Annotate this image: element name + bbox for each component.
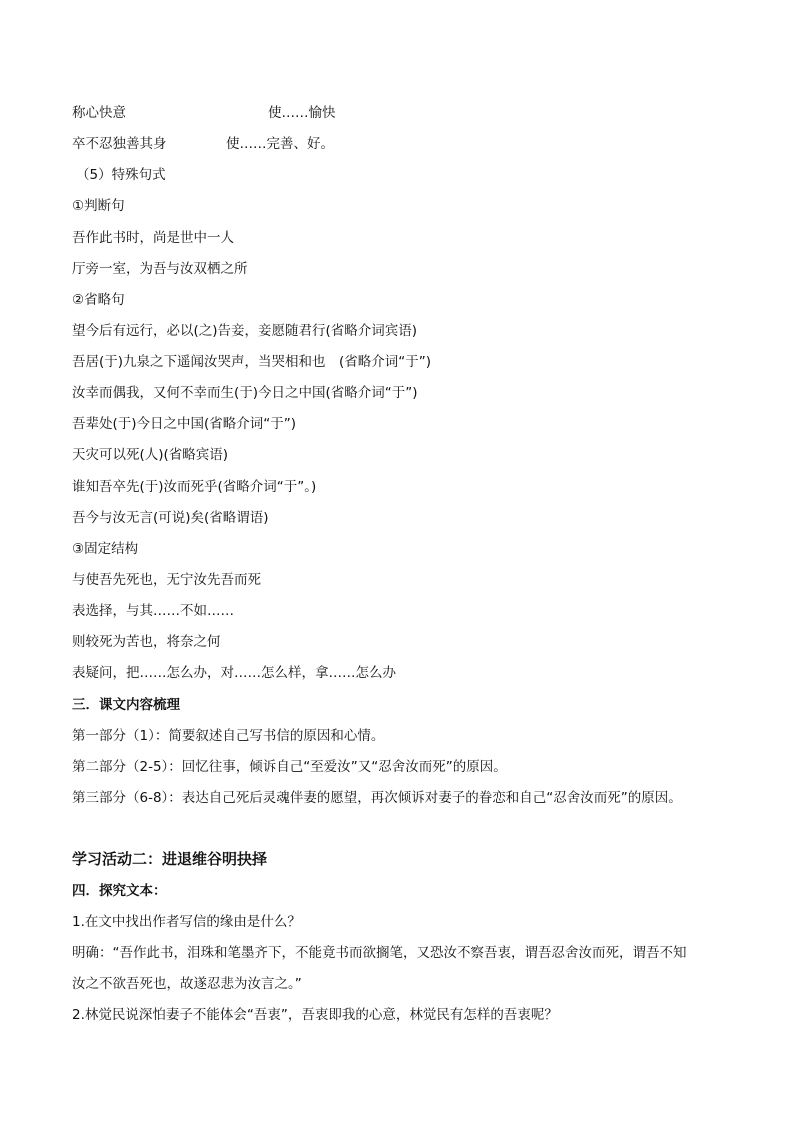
- section-heading: 四．探究文本：: [72, 883, 167, 899]
- answer-line: 明确：“吾作此书，泪珠和笔墨齐下，不能竟书而欲搁笔，又恐汝不察吾衷，谓吾忍舍汝而死，谓吾不知: [72, 945, 687, 961]
- question-line: 2.林觉民说深怕妻子不能体会“吾衷”，吾衷即我的心意，林觉民有怎样的吾衷呢？: [72, 1007, 558, 1023]
- text-line: 厅旁一室，为吾与汝双栖之所: [72, 261, 248, 277]
- text-line: 汝幸而偶我，又何不幸而生(于)今日之中国(省略介词“于”): [72, 385, 418, 401]
- text-line: 吾辈处(于)今日之中国(省略介词“于”): [72, 416, 297, 432]
- text-line: 吾居(于)九泉之下遥闻汝哭声，当哭相和也 (省略介词“于”): [72, 354, 432, 370]
- text-line: 与使吾先死也，无宁汝先吾而死: [72, 572, 261, 588]
- text-line: 谁知吾卒先(于)汝而死乎(省略介词“于”。): [72, 479, 317, 495]
- text-line: 望今后有远行，必以(之)告妾，妾愿随君行(省略介词宾语): [72, 323, 418, 339]
- text-line: 吾作此书时，尚是世中一人: [72, 230, 234, 246]
- text-line: [268, 104, 336, 122]
- explanation: 使……愉快: [268, 105, 336, 121]
- text-line: 表疑问，把……怎么办，对……怎么样，拿……怎么办: [72, 665, 396, 681]
- text-line: 第三部分（6-8）：表达自己死后灵魂伴妻的愿望，再次倾诉对妻子的眷恋和自己“忍舍汝而死”的原因。: [72, 790, 682, 806]
- text-line: 天灾可以死(人)(省略宾语): [72, 447, 229, 463]
- term: 卒不忍独善其身: [72, 136, 167, 152]
- subsection-heading: ①判断句: [72, 198, 125, 214]
- term: 称心快意: [72, 105, 126, 121]
- question-line: 1.在文中找出作者写信的缘由是什么？: [72, 914, 301, 930]
- text-line: 第二部分（2-5）：回忆往事，倾诉自己“至爱汝”又“忍舍汝而死”的原因。: [72, 759, 507, 775]
- subsection-heading: （5）特殊句式: [76, 167, 166, 183]
- section-heading: 三．课文内容梳理: [72, 697, 180, 713]
- explanation: 使……完善、好。: [226, 136, 334, 152]
- subsection-heading: ②省略句: [72, 292, 125, 308]
- activity-heading: 学习活动二：进退维谷明抉择: [72, 850, 268, 868]
- text-line: 则较死为苦也，将奈之何: [72, 634, 221, 650]
- subsection-heading: ③固定结构: [72, 541, 139, 557]
- text-line: 表选择，与其……不如……: [72, 603, 234, 619]
- text-line: [72, 135, 167, 153]
- text-line: 第一部分（1）：简要叙述自己写书信的原因和心情。: [72, 728, 385, 744]
- answer-line: 汝之不欲吾死也，故遂忍悲为汝言之。”: [72, 976, 302, 992]
- text-line: [72, 104, 126, 122]
- text-line: [226, 135, 334, 153]
- text-line: 吾今与汝无言(可说)矣(省略谓语): [72, 510, 269, 526]
